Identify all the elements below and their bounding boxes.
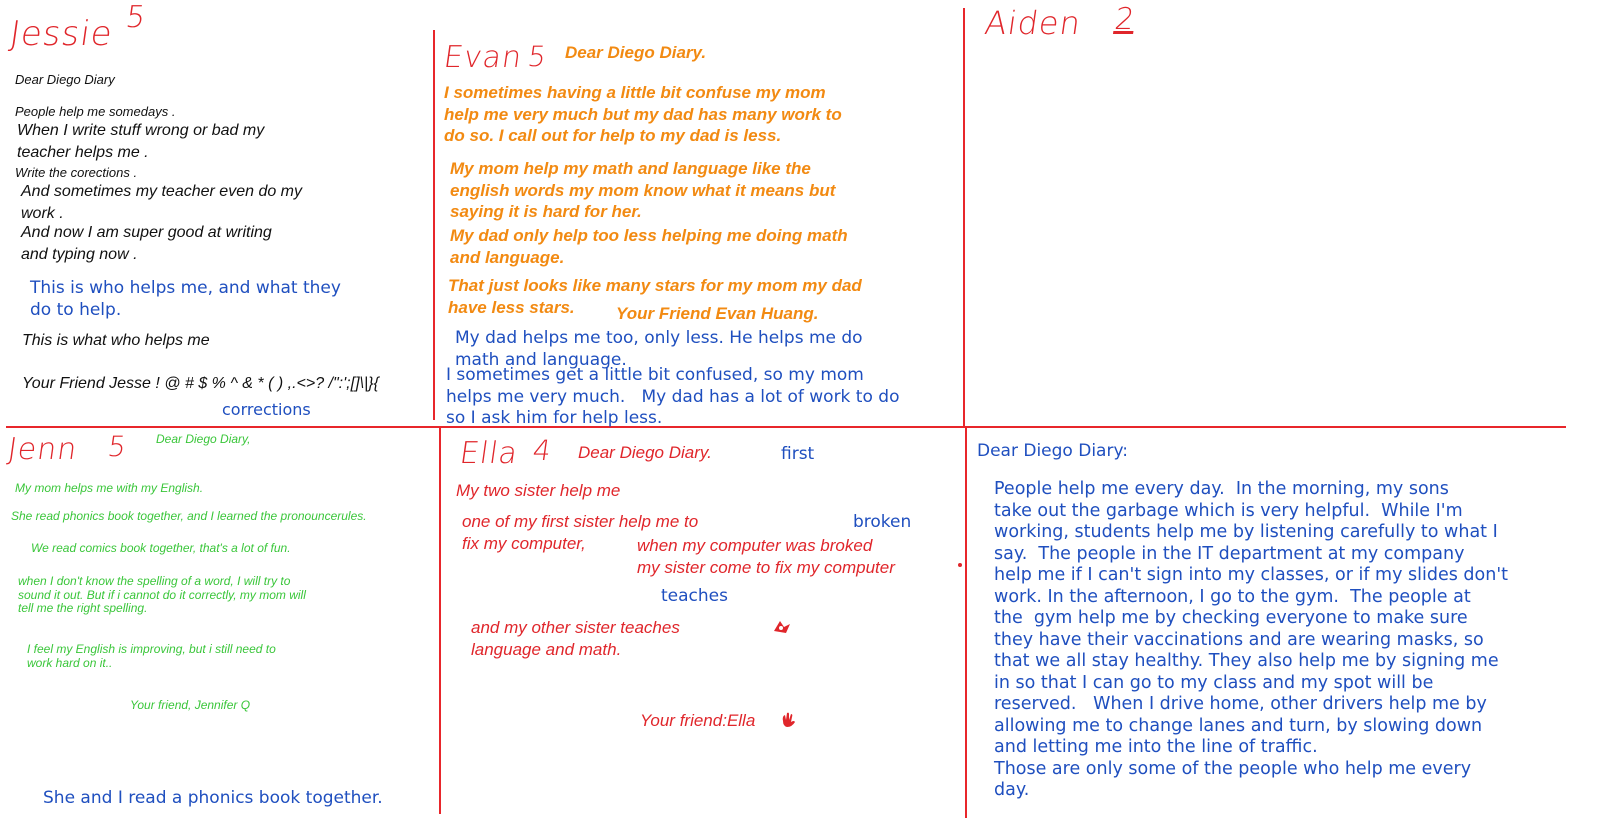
jenn-greeting: Dear Diego Diary,	[156, 432, 251, 446]
evan-score: 5	[525, 40, 550, 73]
grid-divider-right	[963, 8, 965, 428]
ella-correction-first: first	[781, 444, 815, 464]
jessie-score: 5	[123, 0, 149, 35]
ella-line-4: and my other sister teaches language and math.	[471, 618, 680, 659]
ella-line-3: when my computer was broked my sister come to fix my computer	[637, 536, 895, 577]
jenn-name: Jenn	[5, 432, 80, 467]
jenn-signoff: Your friend, Jennifer Q	[130, 698, 251, 712]
jenn-line-2: She read phonics book together, and I learned the pronouncerules.	[11, 509, 367, 523]
evan-greeting: Dear Diego Diary.	[565, 43, 707, 62]
ella-signoff: Your friend:Ella	[640, 711, 756, 730]
ella-score: 4	[530, 434, 555, 467]
jessie-correction-note-1: This is who helps me, and what they	[30, 278, 341, 298]
evan-paragraph-2: My mom help my math and language like the english words my mom know what it means but saying it is hard for her.	[450, 159, 836, 221]
hand-wave-icon	[779, 711, 797, 729]
grid-divider-right-lower	[965, 428, 967, 818]
jessie-name: Jessie	[7, 14, 116, 54]
jessie-corrections-label: corrections	[222, 400, 311, 419]
grid-divider-left-lower	[439, 428, 441, 814]
grid-divider-left	[433, 30, 435, 420]
stamp-icon	[772, 619, 792, 635]
evan-paragraph-1: I sometimes having a little bit confuse my mom help me very much but my dad has many work to do so. I call out for help to my dad is less.	[444, 83, 842, 145]
jessie-line-2: When I write stuff wrong or bad my	[17, 122, 265, 139]
jenn-line-5: I feel my English is improving, but i still need to work hard on it..	[27, 642, 276, 670]
evan-correction-2: I sometimes get a little bit confused, so my mom helps me very much. My dad has a lot of work to do so I ask him for help less.	[446, 365, 900, 428]
jenn-correction: She and I read a phonics book together.	[43, 788, 383, 808]
aiden-name: Aiden	[982, 4, 1084, 42]
ella-name: Ella	[457, 436, 521, 471]
jenn-line-4: when I don't know the spelling of a word, I will try to sound it out. But if i cannot do it correctly, my mom will tell me the right spelling.	[18, 574, 306, 615]
evan-correction-1: My dad helps me too, only less. He helps me do math and language.	[455, 328, 863, 370]
jessie-signoff: Your Friend Jesse ! @ # $ % ^ & * ( ) ,.<>? /":';[]\|}{	[22, 375, 379, 392]
ella-correction-broken: broken	[853, 512, 912, 532]
jessie-line-4: Write the corections .	[15, 165, 138, 180]
jessie-line-5: And sometimes my teacher even do my	[21, 183, 303, 200]
teacher-body: People help me every day. In the morning, my sons take out the garbage which is very helpful. While I'm working, students help me by listening carefully to what I say. The people in the IT department at my company help me if I can't sign into my classes, or if my slides don't work. In the afternoon, I go to the gym. The people at the gym help me by checking everyone to make sure they have their vaccinations and are wearing masks, so that we all stay healthy. They also help me by signing me in so that I can go to my class and my spot will be reserved. When I drive home, other drivers help me by allowing me to change lanes and turn, by slowing down and letting me into the line of traffic. Those are only some of the people who help me every day.	[994, 479, 1508, 800]
ella-correction-teaches: teaches	[661, 586, 728, 606]
teacher-greeting: Dear Diego Diary:	[977, 441, 1128, 461]
jessie-line-8: and typing now .	[21, 246, 138, 263]
aiden-score: 2	[1112, 2, 1138, 37]
jessie-line-3: teacher helps me .	[17, 144, 149, 161]
jessie-greeting: Dear Diego Diary	[15, 72, 115, 87]
ella-line-2: one of my first sister help me to fix my computer,	[462, 512, 699, 553]
jessie-line-9: This is what who helps me	[22, 332, 210, 349]
ella-greeting: Dear Diego Diary.	[578, 443, 712, 462]
jenn-line-3: We read comics book together, that's a lot of fun.	[31, 541, 291, 555]
jenn-line-1: My mom helps me with my English.	[15, 481, 204, 495]
jessie-line-7: And now I am super good at writing	[21, 224, 272, 241]
jessie-line-6: work .	[21, 205, 64, 222]
jessie-correction-note-2: do to help.	[30, 300, 122, 320]
evan-paragraph-3: My dad only help too less helping me doing math and language.	[450, 226, 848, 267]
evan-paragraph-4: That just looks like many stars for my mom my dad have less stars.	[448, 276, 862, 317]
evan-name: Evan	[441, 40, 525, 75]
jenn-score: 5	[105, 430, 130, 463]
evan-signoff: Your Friend Evan Huang.	[616, 304, 819, 323]
red-dot-mark	[958, 563, 962, 567]
jessie-line-1: People help me somedays .	[15, 104, 176, 119]
ella-line-1: My two sister help me	[456, 481, 621, 500]
